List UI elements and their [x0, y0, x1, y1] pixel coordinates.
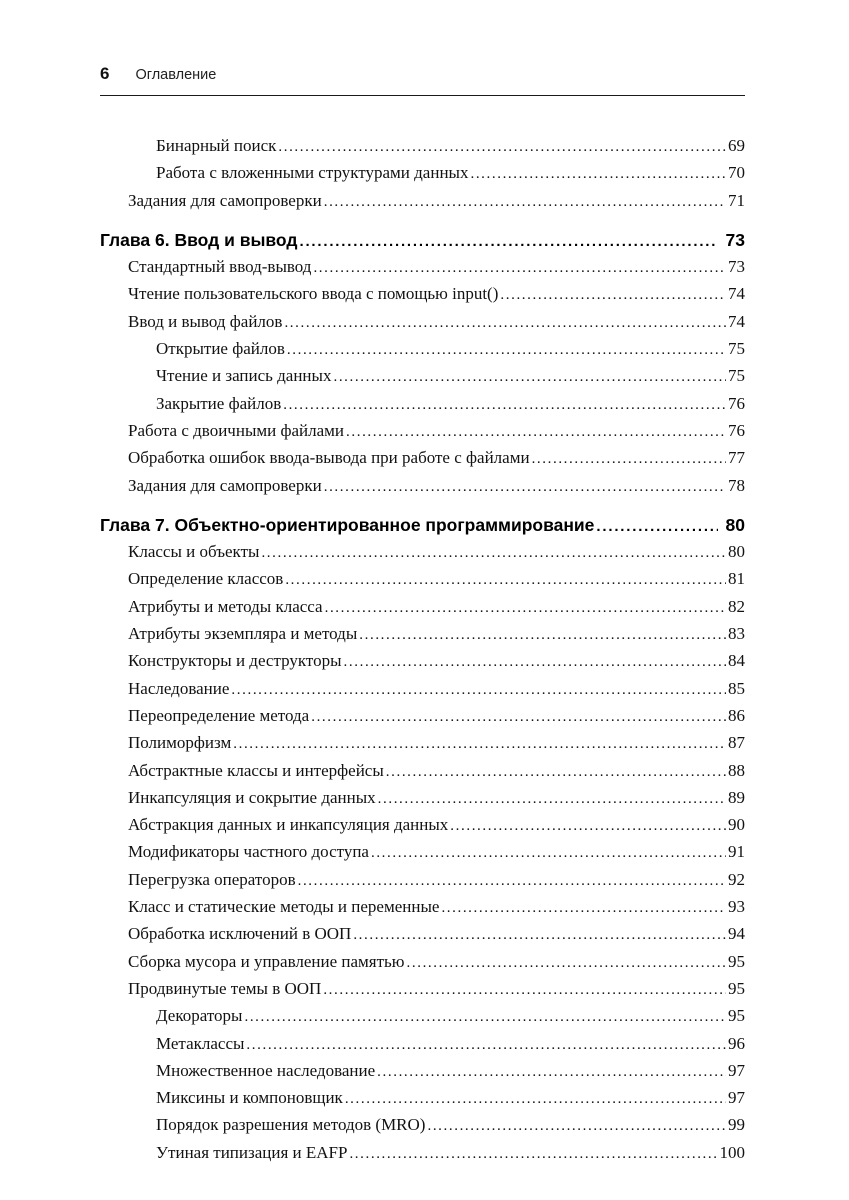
toc-entry-title: Миксины и компоновщик [156, 1088, 343, 1108]
toc-entry-page: 75 [728, 339, 745, 359]
dot-leader [441, 894, 726, 921]
toc-row [100, 1031, 745, 1058]
toc-entry-title: Бинарный поиск [156, 136, 277, 155]
toc-entry-page: 77 [728, 448, 745, 468]
toc-row [100, 391, 745, 418]
toc-entry-page: 93 [728, 897, 745, 917]
toc-row [100, 785, 745, 812]
toc-row [100, 648, 745, 675]
toc-entry-page: 87 [728, 733, 745, 753]
toc-row [100, 1003, 745, 1030]
toc-row [100, 133, 745, 160]
running-title: Оглавление [135, 67, 217, 83]
dot-leader [300, 228, 718, 254]
toc-entry-page: 73 [728, 257, 745, 277]
toc-entry-page: 95 [728, 951, 745, 971]
page-number: 6 [100, 64, 110, 83]
dot-leader [244, 1003, 726, 1030]
dot-leader [313, 254, 726, 281]
toc-row [100, 473, 745, 500]
dot-leader [333, 363, 726, 390]
toc-row [100, 839, 745, 866]
toc-row [100, 703, 745, 730]
toc-entry-title: Инкапсуляция и сокрытие данных [128, 787, 376, 807]
toc-entry-page: 88 [728, 760, 745, 780]
dot-leader [386, 758, 726, 785]
toc-entry-title: Атрибуты экземпляра и методы [128, 624, 358, 644]
toc-entry-page: 80 [728, 542, 745, 562]
dot-leader [346, 418, 726, 445]
dot-leader [377, 1058, 726, 1085]
toc-entry-title: Абстрактные классы и интерфейсы [128, 760, 384, 780]
toc-row [100, 188, 745, 215]
dot-leader [349, 1140, 717, 1167]
toc-row [100, 1112, 745, 1139]
toc-entry-page: 92 [728, 869, 745, 889]
toc-entry-title: Глава 6. Ввод и вывод [100, 229, 298, 250]
dot-leader [470, 160, 726, 187]
toc-entry-title: Переопределение метода [128, 705, 310, 725]
dot-leader [324, 188, 726, 215]
toc-entry-title: Перегрузка операторов [128, 869, 296, 889]
toc-row [100, 445, 745, 472]
dot-leader [359, 621, 726, 648]
toc-row [100, 1058, 745, 1085]
toc-entry-page: 94 [728, 924, 745, 944]
toc-entry-title: Чтение и запись данных [156, 366, 332, 386]
toc-entry-page: 91 [728, 842, 745, 862]
toc-entry-title: Задания для самопроверки [128, 190, 322, 210]
toc-entry-title: Полиморфизм [128, 733, 232, 753]
toc-chapter-row [100, 513, 745, 539]
toc-entry-page: 100 [719, 1142, 745, 1162]
toc-entry-page: 90 [728, 815, 745, 835]
dot-leader [284, 309, 726, 336]
toc-chapter-row [100, 228, 745, 254]
toc-entry-page: 69 [728, 136, 745, 155]
toc-entry-page: 78 [728, 475, 745, 495]
toc-list [100, 133, 745, 1167]
dot-leader [231, 676, 726, 703]
toc-entry-page: 97 [728, 1088, 745, 1108]
toc-row [100, 976, 745, 1003]
dot-leader [285, 566, 726, 593]
toc-entry-title: Классы и объекты [128, 542, 260, 562]
toc-entry-page: 82 [728, 596, 745, 616]
dot-leader [287, 336, 726, 363]
toc-row [100, 539, 745, 566]
toc-entry-page: 89 [728, 787, 745, 807]
dot-leader [344, 648, 726, 675]
toc-entry-title: Задания для самопроверки [128, 475, 322, 495]
toc-row [100, 594, 745, 621]
dot-leader [450, 812, 726, 839]
toc-row [100, 758, 745, 785]
toc-entry-page: 86 [728, 705, 745, 725]
dot-leader [311, 703, 726, 730]
dot-leader [324, 473, 726, 500]
toc-entry-title: Множественное наследование [156, 1060, 376, 1080]
toc-entry-title: Ввод и вывод файлов [128, 311, 283, 331]
toc-row [100, 676, 745, 703]
toc-entry-page: 97 [728, 1060, 745, 1080]
dot-leader [261, 539, 726, 566]
toc-entry-title: Конструкторы и деструкторы [128, 651, 342, 671]
toc-row [100, 160, 745, 187]
dot-leader [323, 976, 726, 1003]
toc-entry-title: Работа с двоичными файлами [128, 420, 345, 440]
toc-entry-title: Наследование [128, 678, 230, 698]
dot-leader [233, 730, 726, 757]
toc-entry-page: 76 [728, 393, 745, 413]
toc-entry-title: Утиная типизация и EAFP [156, 1142, 348, 1162]
toc-row [100, 281, 745, 308]
toc-row [100, 867, 745, 894]
toc-entry-title: Атрибуты и методы класса [128, 596, 323, 616]
toc-row [100, 309, 745, 336]
toc-row [100, 894, 745, 921]
dot-leader [500, 281, 726, 308]
toc-entry-title: Стандартный ввод-вывод [128, 257, 312, 277]
toc-row [100, 921, 745, 948]
dot-leader [246, 1031, 726, 1058]
toc-entry-page: 75 [728, 366, 745, 386]
toc-row [100, 730, 745, 757]
toc-row [100, 363, 745, 390]
toc-entry-page: 81 [728, 569, 745, 589]
dot-leader [278, 133, 726, 160]
toc-entry-title: Определение классов [128, 569, 284, 589]
toc-row [100, 621, 745, 648]
toc-entry-page: 99 [728, 1115, 745, 1135]
toc-entry-title: Декораторы [156, 1006, 243, 1026]
toc-entry-title: Обработка ошибок ввода-вывода при работе с файлами [128, 448, 530, 468]
toc-entry-title: Открытие файлов [156, 339, 285, 359]
toc-row [100, 812, 745, 839]
dot-leader [427, 1112, 726, 1139]
toc-entry-title: Метаклассы [156, 1033, 245, 1053]
toc-entry-page: 80 [725, 514, 745, 535]
toc-entry-page: 83 [728, 624, 745, 644]
toc-entry-title: Продвинутые темы в ООП [128, 978, 322, 998]
toc-entry-page: 85 [728, 678, 745, 698]
dot-leader [325, 594, 726, 621]
dot-leader [353, 921, 726, 948]
toc-entry-page: 95 [728, 1006, 745, 1026]
dot-leader [283, 391, 726, 418]
dot-leader [532, 445, 726, 472]
toc-row [100, 949, 745, 976]
dot-leader [298, 867, 726, 894]
dot-leader [371, 839, 726, 866]
toc-entry-page: 76 [728, 420, 745, 440]
toc-entry-page: 74 [728, 284, 745, 304]
toc-entry-title: Класс и статические методы и переменные [128, 897, 440, 917]
toc-row [100, 254, 745, 281]
toc-entry-title: Модификаторы частного доступа [128, 842, 369, 862]
dot-leader [345, 1085, 726, 1112]
toc-entry-title: Сборка мусора и управление памятью [128, 951, 405, 971]
toc-entry-title: Обработка исключений в ООП [128, 924, 352, 944]
toc-entry-page: 84 [728, 651, 745, 671]
toc-entry-title: Чтение пользовательского ввода с помощью input() [128, 284, 499, 304]
header-rule [100, 95, 745, 96]
dot-leader [407, 949, 726, 976]
toc-row [100, 418, 745, 445]
dot-leader [596, 513, 717, 539]
page-header [100, 64, 745, 95]
dot-leader [378, 785, 726, 812]
toc-entry-page: 73 [725, 229, 745, 250]
toc-entry-title: Глава 7. Объектно-ориентированное программирование [100, 514, 595, 535]
toc-row [100, 566, 745, 593]
toc-entry-page: 96 [728, 1033, 745, 1053]
toc-entry-title: Абстракция данных и инкапсуляция данных [128, 815, 449, 835]
toc-entry-page: 95 [728, 978, 745, 998]
toc-entry-title: Порядок разрешения методов (MRO) [156, 1115, 426, 1135]
toc-entry-title: Закрытие файлов [156, 393, 282, 413]
toc-entry-page: 71 [728, 190, 745, 210]
toc-entry-title: Работа с вложенными структурами данных [156, 163, 469, 183]
toc-row [100, 1140, 745, 1167]
toc-entry-page: 70 [728, 163, 745, 183]
toc-entry-page: 74 [728, 311, 745, 331]
toc-row [100, 1085, 745, 1112]
toc-row [100, 336, 745, 363]
